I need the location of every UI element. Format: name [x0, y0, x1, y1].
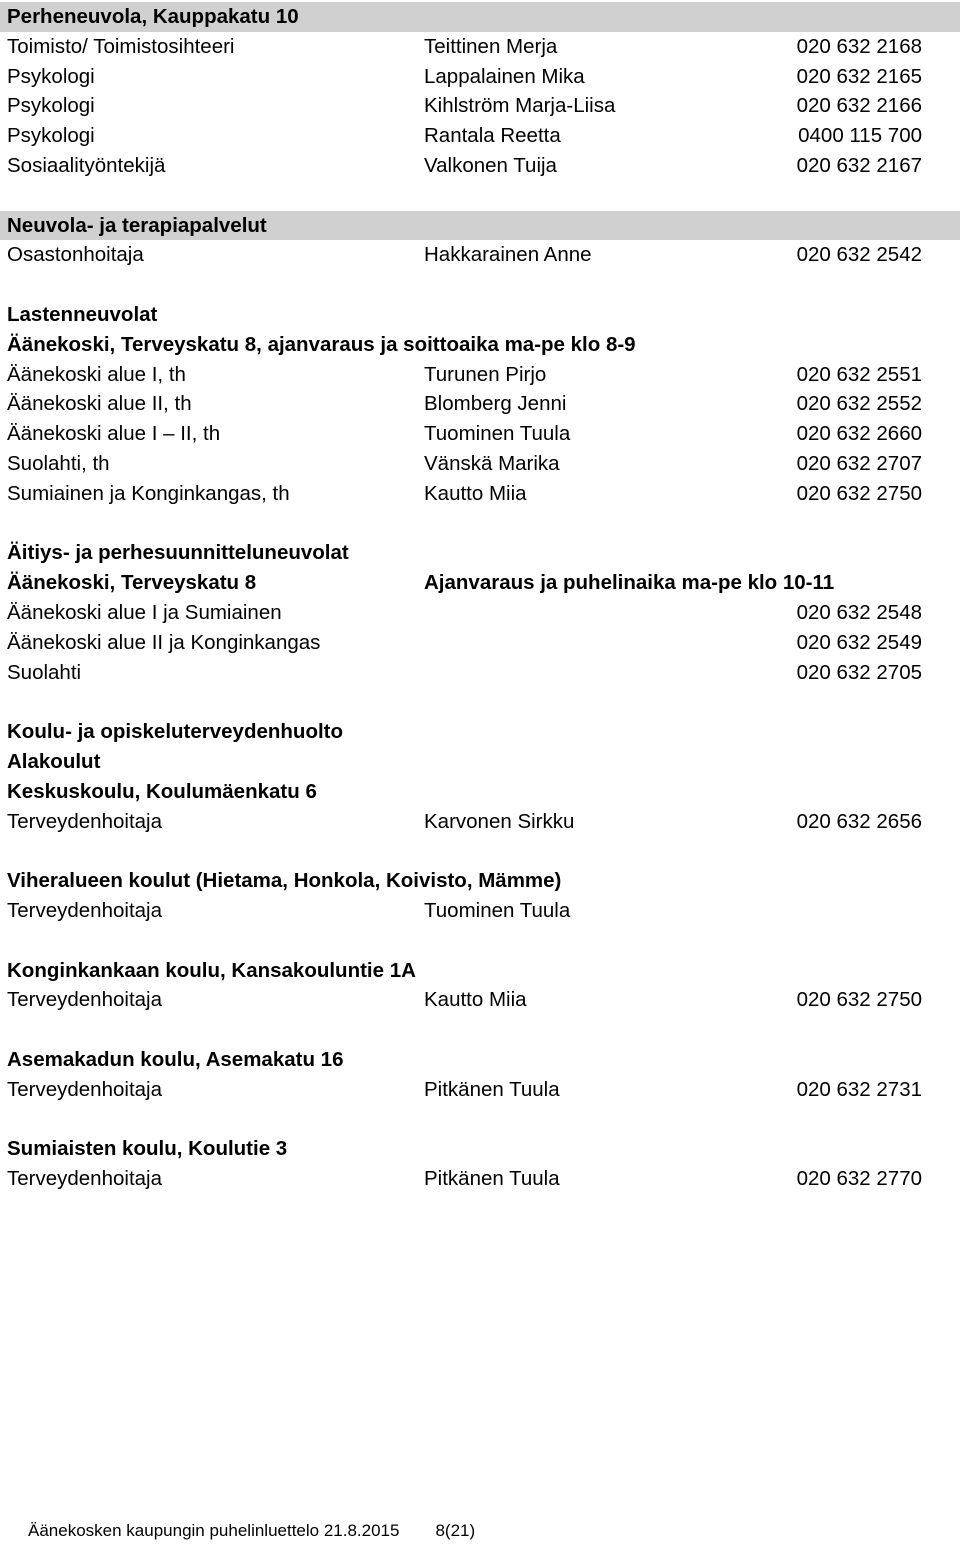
directory-entry [0, 479, 960, 509]
entry-name: Valkonen Tuija [424, 153, 557, 177]
entry-name: Kautto Miia [424, 988, 527, 1012]
entry-title: Koulu- ja opiskeluterveydenhuolto [7, 720, 344, 744]
subsection-heading [0, 300, 960, 330]
entry-name: Vänskä Marika [424, 451, 560, 475]
entry-phone: 020 632 2168 [796, 34, 922, 58]
entry-title: Viheralueen koulut (Hietama, Honkola, Koivisto, Mämme) [7, 869, 562, 893]
entry-title: Alakoulut [7, 749, 101, 773]
directory-entry [0, 151, 960, 181]
entry-name: Tuominen Tuula [424, 422, 571, 446]
section-header [0, 211, 960, 241]
entry-name: Karvonen Sirkku [424, 809, 575, 833]
blank-row [0, 926, 960, 956]
entry-title: Suolahti, th [7, 451, 110, 475]
entry-phone: 020 632 2542 [796, 243, 922, 267]
blank-row [0, 1015, 960, 1045]
directory-entry [0, 389, 960, 419]
directory-entry [0, 628, 960, 658]
entry-title: Terveydenhoitaja [7, 809, 162, 833]
entry-name: Pitkänen Tuula [424, 1077, 560, 1101]
entry-title: Psykologi [7, 124, 95, 148]
subsection-heading [0, 956, 960, 986]
subsection-heading [0, 1134, 960, 1164]
entry-name: Teittinen Merja [424, 34, 558, 58]
directory-entry [0, 1164, 960, 1194]
entry-title: Äänekoski alue I, th [7, 362, 186, 386]
subsection-heading [0, 568, 960, 598]
subsection-heading [0, 777, 960, 807]
entry-phone: 020 632 2166 [796, 94, 922, 118]
entry-phone: 020 632 2660 [796, 422, 922, 446]
subsection-heading [0, 717, 960, 747]
directory-entry [0, 807, 960, 837]
blank-row [0, 181, 960, 211]
directory-entry [0, 62, 960, 92]
directory-page [0, 2, 960, 1194]
directory-entry [0, 360, 960, 390]
section-title: Neuvola- ja terapiapalvelut [7, 213, 267, 237]
directory-entry [0, 449, 960, 479]
subsection-heading [0, 866, 960, 896]
entry-name: Pitkänen Tuula [424, 1167, 560, 1191]
directory-entry [0, 91, 960, 121]
entry-title: Konginkankaan koulu, Kansakouluntie 1A [7, 958, 416, 982]
entry-title: Terveydenhoitaja [7, 898, 162, 922]
page-number: 8(21) [435, 1521, 476, 1540]
entry-name: Kihlström Marja-Liisa [424, 94, 616, 118]
entry-phone: 020 632 2167 [796, 153, 922, 177]
entry-name: Ajanvaraus ja puhelinaika ma-pe klo 10-11 [424, 571, 835, 595]
section-title: Perheneuvola, Kauppakatu 10 [7, 5, 299, 28]
entry-title: Asemakadun koulu, Asemakatu 16 [7, 1047, 344, 1071]
directory-entry [0, 1075, 960, 1105]
directory-entry [0, 121, 960, 151]
entry-title: Äitiys- ja perhesuunnitteluneuvolat [7, 541, 349, 565]
directory-entry [0, 658, 960, 688]
entry-phone: 020 632 2551 [796, 362, 922, 386]
subsection-heading [0, 538, 960, 568]
directory-entry [0, 419, 960, 449]
entry-name: Rantala Reetta [424, 124, 561, 148]
entry-title: Toimisto/ Toimistosihteeri [7, 34, 235, 58]
entry-title: Äänekoski, Terveyskatu 8 [7, 571, 257, 595]
subsection-heading [0, 747, 960, 777]
page-footer [28, 1520, 475, 1542]
section-header [0, 2, 960, 32]
directory-entry [0, 985, 960, 1015]
entry-title: Äänekoski, Terveyskatu 8, ajanvaraus ja soittoaika ma-pe klo 8-9 [7, 332, 636, 356]
entry-name: Tuominen Tuula [424, 898, 571, 922]
entry-title: Äänekoski alue I – II, th [7, 422, 221, 446]
subsection-heading [0, 1045, 960, 1075]
directory-entry [0, 896, 960, 926]
entry-title: Psykologi [7, 64, 95, 88]
blank-row [0, 836, 960, 866]
entry-phone: 020 632 2165 [796, 64, 922, 88]
entry-title: Psykologi [7, 94, 95, 118]
entry-phone: 020 632 2750 [796, 481, 922, 505]
entry-title: Äänekoski alue I ja Sumiainen [7, 600, 282, 624]
directory-entry [0, 32, 960, 62]
blank-row [0, 270, 960, 300]
entry-phone: 020 632 2707 [796, 451, 922, 475]
entry-name: Blomberg Jenni [424, 392, 567, 416]
blank-row [0, 509, 960, 539]
entry-title: Suolahti [7, 660, 82, 684]
entry-phone: 020 632 2705 [796, 660, 922, 684]
footer-title: Äänekosken kaupungin puhelinluettelo 21.8.2015 [28, 1521, 400, 1540]
entry-title: Äänekoski alue II ja Konginkangas [7, 630, 321, 654]
directory-entry [0, 240, 960, 270]
entry-title: Terveydenhoitaja [7, 988, 162, 1012]
entry-title: Äänekoski alue II, th [7, 392, 192, 416]
entry-name: Hakkarainen Anne [424, 243, 592, 267]
entry-phone: 020 632 2552 [796, 392, 922, 416]
entry-name: Turunen Pirjo [424, 362, 547, 386]
entry-title: Sumiainen ja Konginkangas, th [7, 481, 290, 505]
entry-phone: 020 632 2549 [796, 630, 922, 654]
entry-phone: 020 632 2731 [796, 1077, 922, 1101]
entry-title: Sosiaalityöntekijä [7, 153, 166, 177]
directory-entry [0, 598, 960, 628]
entry-phone: 020 632 2770 [796, 1167, 922, 1191]
entry-name: Lappalainen Mika [424, 64, 585, 88]
subsection-heading [0, 330, 960, 360]
entry-title: Sumiaisten koulu, Koulutie 3 [7, 1137, 288, 1161]
entry-phone: 020 632 2548 [796, 600, 922, 624]
blank-row [0, 1104, 960, 1134]
blank-row [0, 687, 960, 717]
entry-phone: 0400 115 700 [798, 124, 922, 148]
entry-phone: 020 632 2750 [796, 988, 922, 1012]
entry-title: Osastonhoitaja [7, 243, 144, 267]
entry-name: Kautto Miia [424, 481, 527, 505]
entry-title: Lastenneuvolat [7, 302, 158, 326]
entry-title: Terveydenhoitaja [7, 1077, 162, 1101]
entry-title: Keskuskoulu, Koulumäenkatu 6 [7, 779, 317, 803]
entry-title: Terveydenhoitaja [7, 1167, 162, 1191]
entry-phone: 020 632 2656 [796, 809, 922, 833]
